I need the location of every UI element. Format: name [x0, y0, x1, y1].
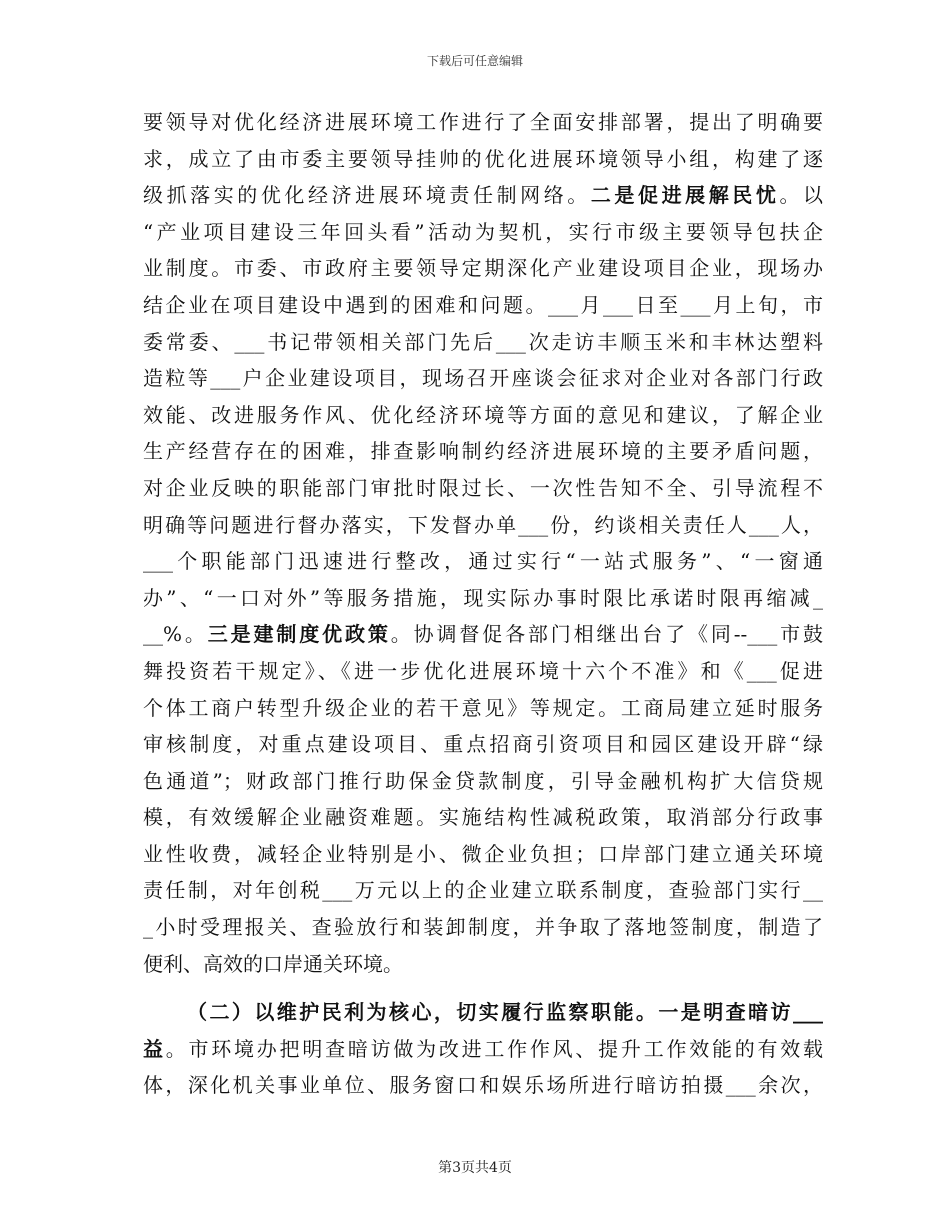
bold-heading: 三是建制度优政策: [207, 622, 391, 647]
text-line: [143, 836, 823, 873]
text-line: [143, 994, 823, 1031]
text-run: 。以: [779, 183, 823, 208]
text-line: [143, 580, 823, 617]
text-run: 。市环境办把明查暗访做为改进工作作风、提升工作效能的有效载: [165, 1036, 823, 1061]
text-run: 生产经营存在的困难，排查影响制约经济进展环境的主要矛盾问题，: [143, 439, 823, 464]
text-run: 造粒等___户企业建设项目，现场召开座谈会征求对企业对各部门行政: [143, 366, 823, 391]
paragraph-gap: [143, 982, 823, 994]
text-line: [143, 360, 823, 397]
text-run: 结企业在项目建设中遇到的困难和问题。___月___日至___月上旬，市: [143, 292, 823, 317]
text-line: [143, 909, 823, 946]
text-run: 舞投资若干规定》、《进一步优化进展环境十六个不准》和《___促进: [143, 658, 823, 683]
text-run: 个体工商户转型升级企业的若干意见》等规定。工商局建立延时服务: [143, 695, 823, 720]
text-line: [143, 1031, 823, 1068]
text-line: [143, 287, 823, 324]
paragraph-1: [143, 104, 823, 982]
text-line: [143, 946, 823, 983]
bold-heading: 益: [143, 1036, 166, 1061]
text-line: [143, 799, 823, 836]
text-line: [143, 690, 823, 727]
text-run: 办”、“一口对外”等服务措施，现实际办事时限比承诺时限再缩减_: [143, 585, 823, 610]
text-line: [143, 177, 823, 214]
text-run: 责任制，对年创税___万元以上的企业建立联系制度，查验部门实行__: [143, 878, 823, 903]
text-line: [143, 507, 823, 544]
bold-heading: 二是促进展解民忧: [590, 183, 780, 208]
text-run: 色通道”；财政部门推行助保金贷款制度，引导金融机构扩大信贷规: [143, 768, 823, 793]
page-header: 下载后可任意编辑: [426, 54, 523, 68]
text-line: [143, 433, 823, 470]
text-run: 业性收费，减轻企业特别是小、微企业负担；口岸部门建立通关环境: [143, 841, 823, 866]
paragraph-2: [143, 994, 823, 1104]
text-line: [143, 214, 823, 251]
body-text: [143, 104, 823, 1104]
text-run: 体，深化机关事业单位、服务窗口和娱乐场所进行暗访拍摄___余次，: [143, 1073, 823, 1098]
bold-heading: （二）以维护民利为核心，切实履行监察职能。一是明查暗访___: [187, 1000, 823, 1025]
text-run: 级抓落实的优化经济进展环境责任制网络。: [143, 183, 591, 208]
text-run: 要领导对优化经济进展环境工作进行了全面安排部署，提出了明确要: [143, 110, 823, 134]
text-run: __%。: [143, 622, 208, 647]
text-run: “产业项目建设三年回头看”活动为契机，实行市级主要领导包扶企: [143, 219, 823, 244]
text-line: [143, 763, 823, 800]
text-line: [143, 653, 823, 690]
text-run: 求，成立了由市委主要领导挂帅的优化进展环境领导小组，构建了逐: [143, 146, 823, 171]
text-line: [143, 470, 823, 507]
text-line: [143, 397, 823, 434]
text-run: 业制度。市委、市政府主要领导定期深化产业建设项目企业，现场办: [143, 256, 823, 281]
text-run: 模，有效缓解企业融资难题。实施结构性减税政策，取消部分行政事: [143, 805, 823, 830]
text-run: 审核制度，对重点建设项目、重点招商引资项目和园区建设开辟“绿: [143, 732, 823, 757]
text-run: ___个职能部门迅速进行整改，通过实行“一站式服务”、“一窗通: [143, 549, 823, 574]
page-footer: 第3页共4页: [438, 1160, 512, 1176]
text-run: 。协调督促各部门相继出台了《同--___市鼓: [390, 622, 823, 647]
text-line: [143, 250, 823, 287]
text-line: [143, 616, 823, 653]
text-run: 委常委、___书记带领相关部门先后___次走访丰顺玉米和丰林达塑料: [143, 329, 823, 354]
text-line: [143, 141, 823, 178]
text-line: [143, 872, 823, 909]
text-line: [143, 1067, 823, 1104]
text-run: _小时受理报关、查验放行和装卸制度，并争取了落地签制度，制造了: [143, 915, 823, 940]
text-run: 便利、高效的口岸通关环境。: [143, 951, 403, 976]
text-run: 明确等问题进行督办落实，下发督办单___份，约谈相关责任人___人，: [143, 512, 823, 537]
text-line: [143, 543, 823, 580]
text-run: 效能、改进服务作风、优化经济环境等方面的意见和建议，了解企业: [143, 402, 823, 427]
text-line: [143, 324, 823, 361]
text-line: [143, 726, 823, 763]
text-run: 对企业反映的职能部门审批时限过长、一次性告知不全、引导流程不: [143, 475, 823, 500]
text-line: [143, 104, 823, 141]
